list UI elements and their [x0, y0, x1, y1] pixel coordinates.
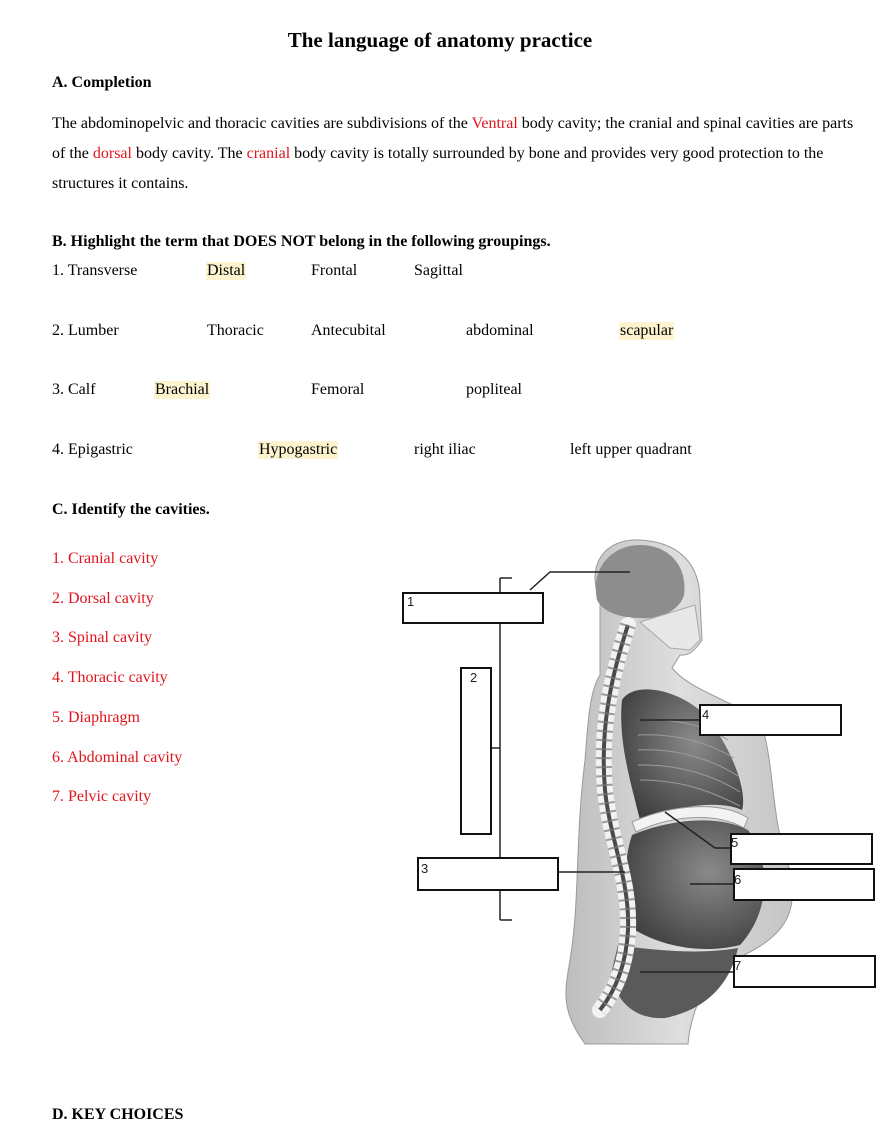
cavity-answer-4: 4. Thoracic cavity [52, 669, 168, 686]
group-1-term-3: Frontal [311, 262, 358, 279]
cavity-answer-3: 3. Spinal cavity [52, 629, 152, 646]
label-box-4 [700, 705, 841, 735]
label-box-1 [403, 593, 543, 623]
cavity-answer-1: 1. Cranial cavity [52, 550, 159, 567]
label-box-5 [731, 834, 872, 864]
group-1-term-2-highlighted: Distal [207, 262, 246, 279]
group-4-term-3: right iliac [414, 441, 476, 458]
cavity-answer-5: 5. Diaphragm [52, 709, 140, 726]
group-2-term-3: Antecubital [311, 322, 386, 339]
section-d-heading: D. KEY CHOICES [52, 1106, 184, 1123]
cavity-answer-7: 7. Pelvic cavity [52, 788, 152, 805]
box-number-1: 1 [407, 594, 415, 609]
box-number-3: 3 [421, 861, 429, 876]
group-3-term-2-highlighted: Brachial [155, 381, 210, 398]
box-number-2: 2 [470, 670, 478, 685]
group-3-term-4: popliteal [466, 381, 522, 398]
cavity-answer-6: 6. Abdominal cavity [52, 749, 183, 766]
sentence-part-1: The abdominopelvic and thoracic cavities are subdivisions of the [52, 115, 472, 132]
label-box-3 [418, 858, 558, 890]
answer-dorsal: dorsal [92, 145, 132, 162]
group-2-term-2: Thoracic [207, 322, 264, 339]
group-4-term-4: left upper quadrant [570, 441, 692, 458]
group-4-term-1: 4. Epigastric [52, 441, 133, 458]
body-cavities-diagram [395, 535, 880, 1050]
sentence-part-2: body cavity; the cranial and spinal cavities are parts of the [52, 115, 854, 162]
answer-ventral: Ventral [471, 115, 518, 132]
box-number-4: 4 [702, 707, 710, 722]
label-box-6 [734, 869, 874, 900]
group-4-term-2-highlighted: Hypogastric [259, 441, 338, 458]
answer-cranial: cranial [246, 145, 291, 162]
label-box-7 [734, 956, 875, 987]
group-1-term-1: 1. Transverse [52, 262, 138, 279]
cavity-answer-2: 2. Dorsal cavity [52, 590, 154, 607]
group-3-term-1: 3. Calf [52, 381, 96, 398]
box-number-5: 5 [731, 835, 739, 850]
section-b-heading: B. Highlight the term that DOES NOT belong in the following groupings. [52, 233, 551, 250]
section-c-heading: C. Identify the cavities. [52, 501, 210, 518]
box-number-6: 6 [734, 872, 742, 887]
page-title: The language of anatomy practice [287, 28, 593, 52]
sentence-part-4: body cavity is totally surrounded by bone and provides very good protection to the structures it contains. [52, 145, 824, 192]
group-2-term-1: 2. Lumber [52, 322, 119, 339]
group-1-term-4: Sagittal [414, 262, 463, 279]
sentence-part-3: body cavity. The [131, 145, 247, 162]
group-2-term-5-highlighted: scapular [620, 322, 674, 339]
group-3-term-3: Femoral [311, 381, 365, 398]
box-number-7: 7 [734, 958, 742, 973]
completion-paragraph [52, 109, 862, 199]
group-2-term-4: abdominal [466, 322, 534, 339]
section-a-heading: A. Completion [52, 74, 152, 91]
label-box-2 [461, 668, 491, 834]
